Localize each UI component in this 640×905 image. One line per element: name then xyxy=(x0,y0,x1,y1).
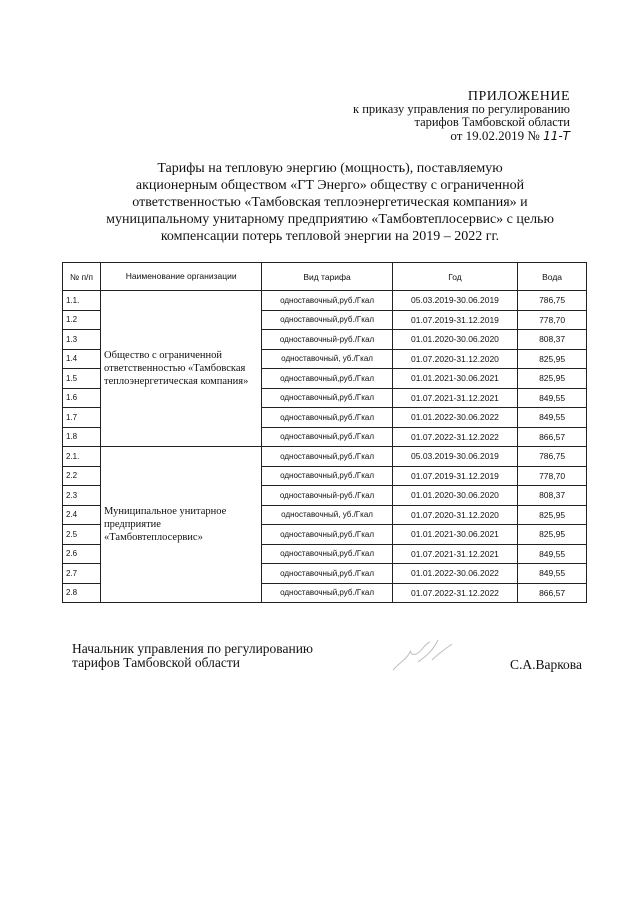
row-num: 2.6 xyxy=(63,544,101,564)
header-org: Наименование организации xyxy=(101,263,262,291)
tariff-period: 01.01.2020-30.06.2020 xyxy=(392,486,517,506)
tariff-period: 01.01.2022-30.06.2022 xyxy=(392,408,517,428)
tariff-value: 849,55 xyxy=(518,408,587,428)
tariff-period: 05.03.2019-30.06.2019 xyxy=(392,447,517,467)
tariff-kind: одноставочный, уб./Гкал xyxy=(262,505,392,525)
row-num: 1.6 xyxy=(63,388,101,408)
tariff-period: 05.03.2019-30.06.2019 xyxy=(392,291,517,311)
row-num: 1.8 xyxy=(63,427,101,447)
header-kind: Вид тарифа xyxy=(262,263,392,291)
tariff-kind: одноставочный,руб./Гкал xyxy=(262,525,392,545)
tariff-kind: одноставочный,руб./Гкал xyxy=(262,408,392,428)
title-line: Тарифы на тепловую энергию (мощность), поставляемую xyxy=(157,161,503,176)
header-num: № п/п xyxy=(63,263,101,291)
table-header-row xyxy=(63,263,587,291)
tariff-period: 01.07.2019-31.12.2019 xyxy=(392,310,517,330)
org-name: Муниципальное унитарное предприятие «Тамбовтеплосервис» xyxy=(101,447,262,603)
tariff-kind: одноставочный,руб./Гкал xyxy=(262,583,392,603)
tariff-value: 778,70 xyxy=(518,310,587,330)
tariff-period: 01.07.2022-31.12.2022 xyxy=(392,583,517,603)
row-num: 1.2 xyxy=(63,310,101,330)
tariff-period: 01.01.2021-30.06.2021 xyxy=(392,525,517,545)
title-line: ответственностью «Тамбовская теплоэнергетическая компания» и xyxy=(132,195,528,210)
appendix-line1: к приказу управления по регулированию xyxy=(353,102,570,116)
row-num: 1.1. xyxy=(63,291,101,311)
tariff-kind: одноставочный,руб./Гкал xyxy=(262,310,392,330)
tariff-period: 01.01.2022-30.06.2022 xyxy=(392,564,517,584)
tariff-value: 866,57 xyxy=(518,427,587,447)
appendix-line2: тарифов Тамбовской области xyxy=(414,115,570,129)
table-row xyxy=(63,447,587,467)
tariff-value: 786,75 xyxy=(518,291,587,311)
tariff-kind: одноставочный,руб./Гкал xyxy=(262,369,392,389)
tariff-kind: одноставочный,руб./Гкал xyxy=(262,564,392,584)
row-num: 2.4 xyxy=(63,505,101,525)
document-title xyxy=(70,160,590,245)
tariff-value: 825,95 xyxy=(518,505,587,525)
tariff-kind: одноставочный-руб./Гкал xyxy=(262,486,392,506)
footer-line2: тарифов Тамбовской области xyxy=(72,655,240,670)
tariff-value: 825,95 xyxy=(518,525,587,545)
org-name: Общество с ограниченной ответственностью «Тамбовская теплоэнергетическая компания» xyxy=(101,291,262,447)
title-line: акционерным обществом «ГТ Энерго» обществу с ограниченной xyxy=(135,178,525,193)
tariff-kind: одноставочный,руб./Гкал xyxy=(262,388,392,408)
appendix-title: ПРИЛОЖЕНИЕ xyxy=(467,89,570,104)
tariff-table xyxy=(62,262,587,603)
tariff-kind: одноставочный,руб./Гкал xyxy=(262,447,392,467)
tariff-kind: одноставочный,руб./Гкал xyxy=(262,466,392,486)
tariff-value: 825,95 xyxy=(518,369,587,389)
footer-block xyxy=(72,642,313,670)
row-num: 2.5 xyxy=(63,525,101,545)
signer-name: С.А.Варкова xyxy=(509,657,582,672)
row-num: 2.1. xyxy=(63,447,101,467)
header-year: Год xyxy=(392,263,517,291)
tariff-kind: одноставочный,руб./Гкал xyxy=(262,544,392,564)
tariff-kind: одноставочный, уб./Гкал xyxy=(262,349,392,369)
order-number: 11-Т xyxy=(543,129,570,143)
tariff-value: 849,55 xyxy=(518,544,587,564)
row-num: 2.8 xyxy=(63,583,101,603)
title-line: компенсации потерь тепловой энергии на 2019 – 2022 гг. xyxy=(160,229,500,244)
tariff-value: 825,95 xyxy=(518,349,587,369)
tariff-period: 01.01.2020-30.06.2020 xyxy=(392,330,517,350)
footer-line1: Начальник управления по регулированию xyxy=(72,641,314,656)
tariff-value: 866,57 xyxy=(518,583,587,603)
tariff-value: 849,55 xyxy=(518,564,587,584)
tariff-kind: одноставочный,руб./Гкал xyxy=(262,427,392,447)
tariff-kind: одноставочный,руб./Гкал xyxy=(262,291,392,311)
appendix-date xyxy=(353,129,570,143)
row-num: 1.5 xyxy=(63,369,101,389)
tariff-value: 808,37 xyxy=(518,330,587,350)
tariff-value: 786,75 xyxy=(518,447,587,467)
tariff-period: 01.07.2020-31.12.2020 xyxy=(392,349,517,369)
tariff-period: 01.07.2021-31.12.2021 xyxy=(392,388,517,408)
tariff-value: 778,70 xyxy=(518,466,587,486)
row-num: 2.7 xyxy=(63,564,101,584)
table-row xyxy=(63,291,587,311)
tariff-period: 01.07.2019-31.12.2019 xyxy=(392,466,517,486)
tariff-period: 01.07.2022-31.12.2022 xyxy=(392,427,517,447)
appendix-header xyxy=(353,90,570,143)
tariff-kind: одноставочный-руб./Гкал xyxy=(262,330,392,350)
tariff-value: 849,55 xyxy=(518,388,587,408)
tariff-value: 808,37 xyxy=(518,486,587,506)
row-num: 1.3 xyxy=(63,330,101,350)
row-num: 2.3 xyxy=(63,486,101,506)
tariff-period: 01.07.2021-31.12.2021 xyxy=(392,544,517,564)
appendix-date-prefix: от 19.02.2019 № xyxy=(450,128,540,143)
header-water: Вода xyxy=(518,263,587,291)
signature-mark xyxy=(388,632,458,682)
tariff-period: 01.01.2021-30.06.2021 xyxy=(392,369,517,389)
title-line: муниципальному унитарному предприятию «Тамбовтеплосервис» с целью xyxy=(106,212,554,227)
row-num: 1.4 xyxy=(63,349,101,369)
tariff-period: 01.07.2020-31.12.2020 xyxy=(392,505,517,525)
row-num: 1.7 xyxy=(63,408,101,428)
row-num: 2.2 xyxy=(63,466,101,486)
